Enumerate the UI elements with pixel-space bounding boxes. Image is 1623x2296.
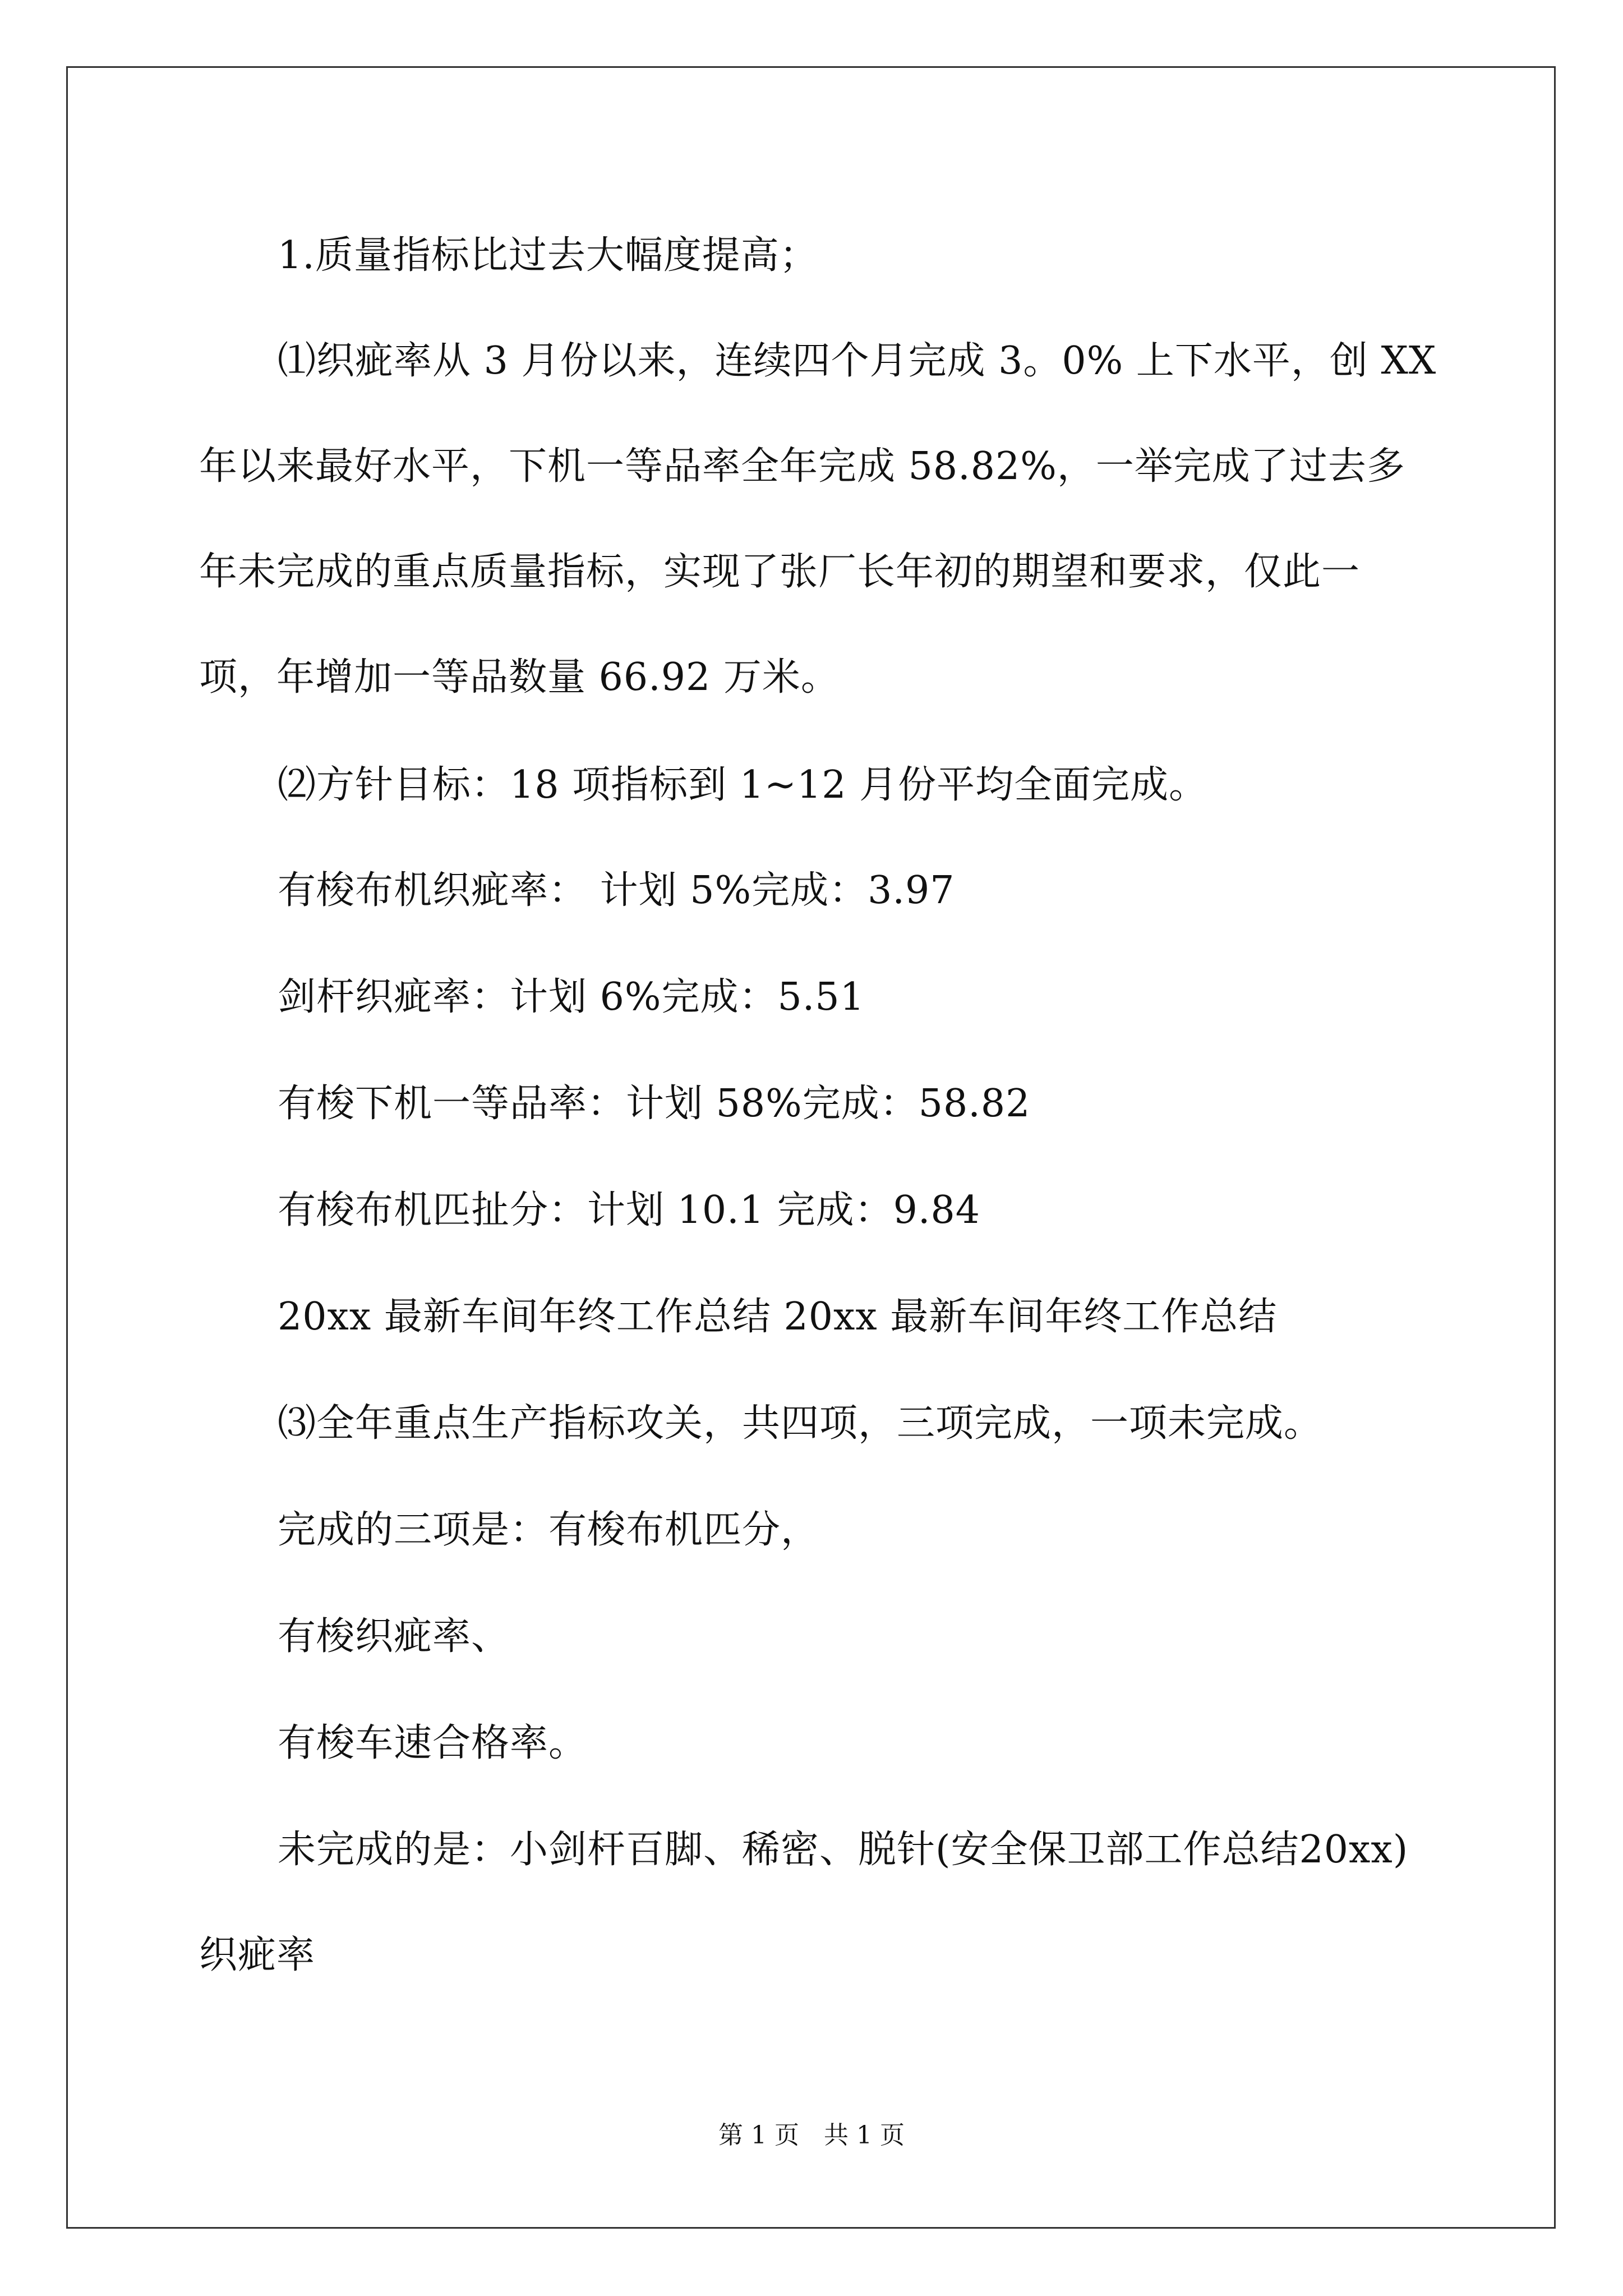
uncompleted-line-2: 织疵率	[199, 1933, 316, 1977]
completed-item-2: 有梭织疵率、	[278, 1614, 510, 1659]
page-footer: 第 1 页 共 1 页	[718, 2121, 905, 2150]
paragraph-1-line-1: ⑴织疵率从 3 月份以来，连续四个月完成 3。0% 上下水平，创 XX	[278, 339, 1437, 383]
paragraph-1-line-4: 项，年增加一等品数量 66.92 万米。	[199, 655, 840, 700]
item-shuttle-score: 有梭布机匹扯分：计划 10.1 完成：9.84	[278, 1188, 981, 1232]
heading-item: 1.质量指标比过去大幅度提高；	[278, 233, 818, 278]
item-rapier-defect-rate: 剑杆织疵率：计划 6%完成：5.51	[278, 975, 865, 1019]
completed-item-3: 有梭车速合格率。	[278, 1721, 588, 1765]
paragraph-1-line-2: 年以来最好水平，下机一等品率全年完成 58.82%，一举完成了过去多	[199, 444, 1405, 489]
page-border	[66, 66, 1556, 2229]
item-shuttle-defect-rate: 有梭布机织疵率： 计划 5%完成：3.97	[278, 868, 955, 913]
completed-items-intro: 完成的三项是：有梭布机匹分，	[278, 1508, 820, 1552]
paragraph-2: ⑵方针目标：18 项指标到 1~12 月份平均全面完成。	[278, 763, 1208, 807]
item-shuttle-first-grade-rate: 有梭下机一等品率：计划 58%完成：58.82	[278, 1082, 1031, 1126]
repeated-title-line: 20xx 最新车间年终工作总结 20xx 最新车间年终工作总结	[278, 1295, 1278, 1339]
paragraph-3: ⑶全年重点生产指标攻关，共四项，三项完成，一项未完成。	[278, 1401, 1323, 1446]
uncompleted-line-1: 未完成的是：小剑杆百脚、稀密、脱针(安全保卫部工作总结20xx)	[278, 1828, 1409, 1872]
paragraph-1-line-3: 年未完成的重点质量指标，实现了张厂长年初的期望和要求，仅此一	[199, 550, 1361, 594]
